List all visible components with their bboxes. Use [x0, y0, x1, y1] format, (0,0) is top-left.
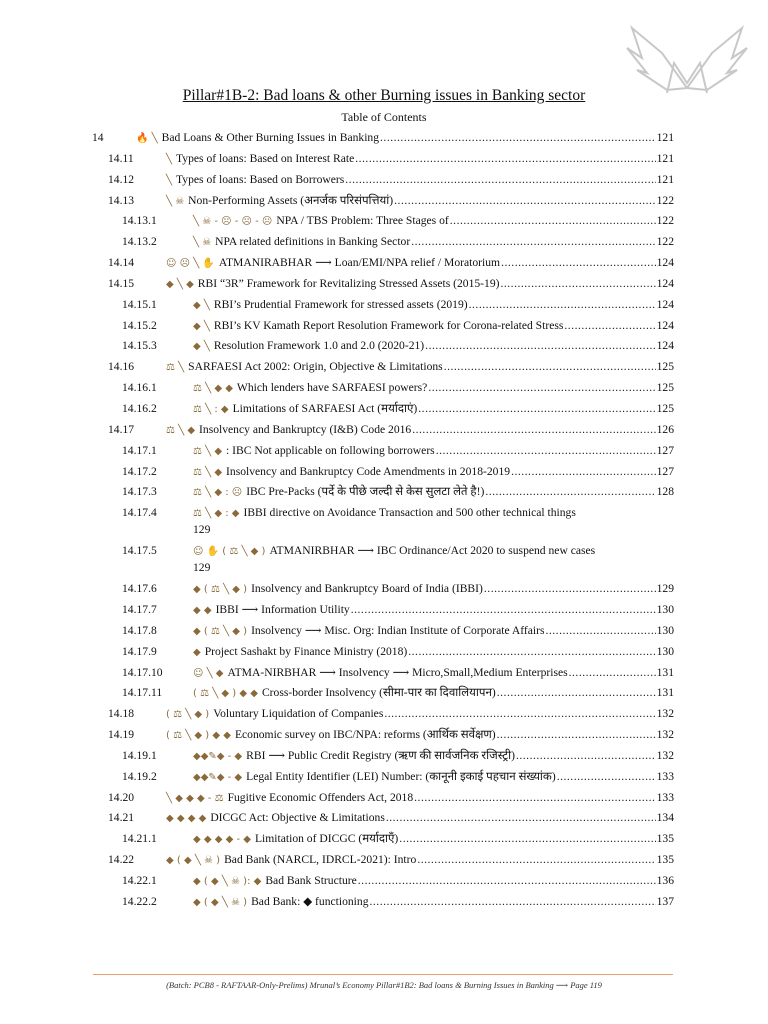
toc-entry-line: [193, 871, 674, 893]
toc-entry-line: [193, 503, 674, 525]
toc-entry-title: Economic survey on IBC/NPA: reforms (आर्थिक सर्वेक्षण): [234, 728, 496, 742]
toc-entry-title: Resolution Framework 1.0 and 2.0 (2020-21): [213, 339, 425, 353]
toc-entry-line: [193, 211, 674, 233]
decorative-emoji-icons: ╲ ☠: [193, 237, 212, 249]
toc-entry-title: Bad Loans & Other Burning Issues in Banking: [161, 131, 380, 144]
toc-entry[interactable]: [0, 211, 768, 232]
dot-leader: [384, 704, 655, 725]
toc-entry-line: [193, 892, 674, 914]
toc-entry-title: SARFAESI Act 2002: Origin, Objective & Limitations: [188, 360, 443, 374]
toc-entry[interactable]: [0, 503, 768, 541]
toc-entry-number: 14.17.4: [122, 506, 157, 520]
decorative-emoji-icons: ╲ ☠ - ☹ - ☹ - ☹: [193, 216, 273, 228]
decorative-emoji-icons: ◆ ╲ ◆: [166, 278, 194, 290]
toc-entry-number: 14.13.1: [122, 214, 157, 228]
toc-entry-line: [166, 357, 674, 379]
toc-entry[interactable]: [0, 295, 768, 316]
decorative-emoji-icons: ◆ ( ⚖ ╲ ◆ ): [193, 584, 248, 596]
decorative-emoji-icons: ⚖ ╲ ◆: [193, 466, 223, 478]
decorative-emoji-icons: ⚖ ╲ ◆ : ☹: [193, 487, 243, 499]
toc-entry-title: Project Sashakt by Finance Ministry (2018): [204, 644, 408, 658]
toc-entry-number: 14.17.8: [122, 623, 157, 637]
toc-entry-line: [193, 441, 674, 463]
toc-page-number: 121: [656, 172, 674, 186]
toc-entry[interactable]: [0, 642, 768, 663]
dot-leader: [516, 746, 656, 767]
toc-entry[interactable]: [0, 253, 768, 274]
toc-page-number: 121: [656, 131, 674, 144]
toc-entry-number: 14.19.2: [122, 769, 157, 783]
decorative-emoji-icons: ╲ ◆ ◆ ◆ - ⚖: [166, 792, 224, 804]
toc-entry-line: [193, 232, 674, 254]
toc-entry-title: RBI “3R” Framework for Revitalizing Stressed Assets (2015-19): [197, 276, 500, 290]
toc-entry-number: 14.22.1: [122, 874, 157, 887]
toc-page-number: 124: [656, 256, 674, 270]
dot-leader: [497, 725, 656, 746]
toc-entry[interactable]: [0, 725, 768, 746]
decorative-emoji-icons: ⚖ ╲ ◆ ◆: [193, 383, 233, 395]
decorative-emoji-icons: ◆ ( ⚖ ╲ ◆ ): [193, 625, 248, 637]
toc-page-number: 124: [656, 339, 674, 353]
toc-entry-title: Insolvency and Bankruptcy Code Amendments in 2018-2019: [226, 464, 511, 478]
toc-entry[interactable]: [0, 357, 768, 378]
toc-page-number: 121: [656, 151, 674, 165]
decorative-emoji-icons: ⚖ ╲ ◆ : ◆: [193, 508, 240, 520]
toc-page-number: 132: [656, 748, 674, 762]
toc-page-number: 133: [656, 769, 674, 783]
decorative-emoji-icons: ⚖ ╲ : ◆: [193, 403, 229, 415]
toc-entry-line: [166, 191, 674, 213]
toc-entry-title: Limitation of DICGC (मर्यादाएँ): [254, 832, 399, 846]
toc-entry-title: ATMANIRABHAR ⟶ Loan/EMI/NPA relief / Moratorium: [218, 256, 501, 270]
toc-page-number: 128: [656, 485, 674, 499]
toc-entry-number: 14.17: [108, 422, 135, 436]
toc-entry-title: Insolvency ⟶ Misc. Org: Indian Institute of Corporate Affairs: [251, 623, 545, 637]
toc-entry-number: 14.13.2: [122, 235, 157, 249]
dot-leader: [417, 850, 655, 871]
toc-entry-line: [166, 149, 674, 171]
toc-entry-number: 14.17.2: [122, 464, 157, 478]
dot-leader: [399, 829, 655, 850]
decorative-emoji-icons: ( ⚖ ╲ ◆ ) ◆ ◆: [166, 730, 231, 742]
toc-entry-number: 14.12: [108, 172, 135, 186]
toc-entry-line: [166, 725, 674, 747]
decorative-emoji-icons: 🔥 ╲: [136, 133, 158, 144]
toc-entry-number: 14.22: [108, 853, 135, 867]
decorative-emoji-icons: ⚖ ╲ ◆: [193, 445, 223, 457]
dot-leader: [370, 892, 656, 913]
toc-entry[interactable]: [0, 336, 768, 357]
toc-entry-line: [166, 704, 674, 726]
toc-page-number: 125: [656, 360, 674, 374]
toc-entry-number: 14.19.1: [122, 748, 157, 762]
toc-entry-number: 14.16: [108, 360, 135, 374]
toc-entry-title: Insolvency and Bankruptcy Board of India (IBBI): [251, 582, 483, 596]
toc-entry-number: 14.13: [108, 193, 135, 207]
dot-leader: [345, 170, 655, 191]
toc-entry-line: [193, 316, 674, 338]
dot-leader: [511, 462, 656, 483]
toc-entry-number: 14.17.6: [122, 582, 157, 596]
decorative-emoji-icons: ◆ ◆ ◆ ◆ - ◆: [193, 834, 251, 846]
toc-entry[interactable]: [0, 399, 768, 420]
dot-leader: [569, 663, 656, 684]
toc-page-number: 129: [193, 523, 211, 537]
toc-entry-number: 14.21.1: [122, 832, 157, 846]
decorative-emoji-icons: ◆ ( ◆ ╲ ☠ ): [166, 855, 221, 867]
toc-page-number: 122: [656, 193, 674, 207]
toc-entry-title: Types of loans: Based on Borrowers: [176, 172, 345, 186]
toc-entry[interactable]: [0, 663, 768, 684]
toc-entry-number: 14.17.9: [122, 644, 157, 658]
toc-heading: Table of Contents: [341, 110, 427, 124]
toc-entry[interactable]: [0, 274, 768, 295]
toc-entry[interactable]: [0, 683, 768, 704]
toc-entry-number: 14.11: [108, 151, 134, 165]
toc-entry-line: [193, 462, 674, 484]
dot-leader: [500, 274, 655, 295]
toc-entry-number: 14.15.1: [122, 297, 157, 311]
toc-page-number: 127: [656, 464, 674, 478]
dot-leader: [386, 808, 656, 829]
toc-page-number: 126: [656, 422, 674, 436]
toc-page-number: 127: [656, 443, 674, 457]
toc-entry-line: [166, 274, 674, 296]
decorative-emoji-icons: ◆: [193, 646, 201, 658]
toc-entry-title: Bad Bank (NARCL, IDRCL-2021): Intro: [224, 853, 417, 867]
decorative-emoji-icons: ⚖ ╲ ◆: [166, 424, 196, 436]
toc-page-number: 135: [656, 853, 674, 867]
toc-entry-line: [166, 170, 674, 192]
toc-entry-title: DICGC Act: Objective & Limitations: [210, 811, 385, 825]
toc-page-number: 129: [193, 561, 211, 575]
toc-entry-number: 14.17.10: [122, 665, 163, 679]
toc-entry-line: [193, 767, 674, 789]
dot-leader: [484, 579, 656, 600]
toc-entry-line: [136, 128, 674, 150]
toc-entry-number: 14.21: [108, 811, 135, 825]
toc-entry[interactable]: [0, 462, 768, 483]
toc-entry-line: [193, 295, 674, 317]
toc-entry-line: [193, 482, 674, 504]
toc-entry-title: RBI’s Prudential Framework for stressed assets (2019): [213, 297, 468, 311]
dot-leader: [557, 767, 656, 788]
dot-leader: [380, 128, 656, 149]
dot-leader: [469, 295, 656, 316]
toc-entry-title: NPA related definitions in Banking Sector: [215, 235, 411, 249]
toc-entry-title: ATMA-NIRBHAR ⟶ Insolvency ⟶ Micro,Small,Medium Enterprises: [227, 665, 568, 679]
toc-entry-number: 14.15.2: [122, 318, 157, 332]
toc-entry-title: Limitations of SARFAESI Act (मर्यादाएं): [232, 401, 418, 415]
toc-entry[interactable]: [0, 600, 768, 621]
toc-page-number: 132: [656, 707, 674, 721]
toc-entry-title: Which lenders have SARFAESI powers?: [236, 381, 428, 395]
dot-leader: [412, 420, 655, 441]
dot-leader: [444, 357, 656, 378]
toc-entry-title: : IBC Not applicable on following borrowers: [226, 443, 435, 457]
decorative-emoji-icons: ◆ ( ◆ ╲ ☠ ): ◆: [193, 876, 262, 887]
decorative-emoji-icons: ( ⚖ ╲ ◆ ): [166, 709, 210, 721]
toc-entry-title: Bad Bank: ◆ functioning: [251, 894, 369, 908]
decorative-emoji-icons: ( ⚖ ╲ ◆ ) ◆ ◆: [193, 688, 258, 700]
toc-entry-title: IBBI ⟶ Information Utility: [215, 603, 350, 617]
decorative-emoji-icons: ☺ ☹ ╲ ✋: [166, 258, 215, 270]
toc-page-number: 135: [656, 832, 674, 846]
toc-entry-title: Bad Bank Structure: [265, 874, 357, 887]
toc-entry-line: [193, 683, 674, 705]
toc-entry-line: [166, 808, 674, 830]
toc-entry-title: Fugitive Economic Offenders Act, 2018: [227, 790, 414, 804]
toc-entry-number: 14.20: [108, 790, 135, 804]
toc-entry-number: 14.17.11: [122, 686, 163, 700]
toc-entry-number: 14.14: [108, 256, 135, 270]
toc-page-number: 124: [656, 276, 674, 290]
toc-entry-number: 14.17.7: [122, 603, 157, 617]
page-footer: (Batch: PCB8 - RAFTAAR-Only-Prelims) Mrunal’s Economy Pillar#1B2: Bad loans & Burning Issues in Banking ⟶ Page 119: [166, 980, 602, 990]
toc-entry-line: [193, 579, 674, 601]
dot-leader: [351, 600, 656, 621]
toc-page-number: 134: [656, 811, 674, 825]
decorative-emoji-icons: ☺ ╲ ◆: [193, 667, 224, 679]
toc-entry-line: [193, 829, 674, 851]
toc-entry-title: Legal Entity Identifier (LEI) Number: (कानूनी इकाई पहचान संख्यांक): [246, 769, 556, 783]
toc-entry-title: Types of loans: Based on Interest Rate: [176, 151, 355, 165]
decorative-emoji-icons: ╲: [166, 174, 173, 186]
decorative-emoji-icons: ◆ ╲: [193, 341, 210, 353]
toc-entry[interactable]: [0, 149, 768, 170]
decorative-emoji-icons: ⚖ ╲: [166, 362, 185, 374]
toc-entry[interactable]: [0, 892, 768, 913]
decorative-emoji-icons: ◆◆✎◆ - ◆: [193, 750, 243, 762]
toc-entry-number: 14.18: [108, 707, 135, 721]
toc-page-number: 133: [656, 790, 674, 804]
toc-entry-title: RBI’s KV Kamath Report Resolution Framework for Corona-related Stress: [213, 318, 564, 332]
toc-page-number: 130: [656, 603, 674, 617]
toc-entry-number: 14: [92, 131, 104, 144]
toc-entry-number: 14.19: [108, 728, 135, 742]
decorative-emoji-icons: ◆ ◆: [193, 605, 212, 617]
toc-entry-line: [166, 420, 674, 442]
toc-page-number: 122: [656, 214, 674, 228]
decorative-emoji-icons: ◆ ( ◆ ╲ ☠ ): [193, 896, 248, 908]
dot-leader: [358, 871, 656, 892]
toc-entry[interactable]: [0, 767, 768, 788]
toc-page-number: 122: [656, 235, 674, 249]
dot-leader: [411, 232, 655, 253]
toc-entry[interactable]: [0, 191, 768, 212]
dot-leader: [436, 441, 656, 462]
decorative-emoji-icons: ╲ ☠: [166, 195, 185, 207]
toc-entry-line: [193, 378, 674, 400]
toc-entry[interactable]: [0, 579, 768, 600]
dot-leader: [428, 378, 655, 399]
toc-entry[interactable]: [0, 128, 768, 149]
toc-entry-line: [193, 336, 674, 358]
toc-page-number: 130: [656, 644, 674, 658]
toc-entry[interactable]: [0, 482, 768, 503]
table-of-contents: [0, 128, 768, 913]
decorative-emoji-icons: ◆◆✎◆ - ◆: [193, 771, 243, 783]
toc-page-number: 131: [656, 665, 674, 679]
toc-entry-line: [193, 600, 674, 622]
toc-page-number: 136: [656, 874, 674, 887]
toc-entry-line: [193, 663, 674, 685]
toc-entry[interactable]: [0, 170, 768, 191]
toc-entry[interactable]: [0, 850, 768, 871]
toc-entry-title: IBC Pre-Packs (पर्दे के पीछे जल्दी से केस सुलटा लेते है!): [246, 485, 485, 499]
toc-entry-title: RBI ⟶ Public Credit Registry (ऋण की सार्वजनिक रजिस्ट्री): [246, 748, 515, 762]
dot-leader: [394, 191, 655, 212]
dot-leader: [501, 253, 656, 274]
decorative-emoji-icons: ◆ ╲: [193, 299, 210, 311]
toc-entry-number: 14.17.3: [122, 485, 157, 499]
toc-entry-number: 14.16.1: [122, 381, 157, 395]
toc-entry[interactable]: [0, 420, 768, 441]
toc-entry[interactable]: [0, 788, 768, 809]
toc-page-number: 137: [656, 894, 674, 908]
toc-page-number: 131: [656, 686, 674, 700]
toc-entry-title: Non-Performing Assets (अनर्जक परिसंपत्तियां): [188, 193, 394, 207]
footer-divider: [93, 974, 673, 975]
toc-page-number: 124: [656, 297, 674, 311]
toc-entry-line: [166, 253, 674, 275]
toc-entry[interactable]: [0, 871, 768, 892]
toc-entry[interactable]: [0, 316, 768, 337]
toc-entry-line: [166, 788, 674, 810]
toc-entry-title: IBBI directive on Avoidance Transaction and 500 other technical things: [243, 506, 576, 520]
toc-page-number: 130: [656, 623, 674, 637]
toc-page-number: 125: [656, 381, 674, 395]
toc-entry-title: ATMANIRBHAR ⟶ IBC Ordinance/Act 2020 to suspend new cases: [269, 544, 596, 558]
dot-leader: [414, 788, 655, 809]
toc-entry-line: [166, 850, 674, 872]
dot-leader: [355, 149, 655, 170]
dot-leader: [418, 399, 655, 420]
toc-entry[interactable]: [0, 378, 768, 399]
toc-entry-number: 14.16.2: [122, 401, 157, 415]
toc-page-number: 132: [656, 728, 674, 742]
decorative-emoji-icons: ☺ ✋ ( ⚖ ╲ ◆ ): [193, 546, 266, 558]
toc-entry[interactable]: [0, 829, 768, 850]
decorative-emoji-icons: ◆ ╲: [193, 320, 210, 332]
toc-entry-number: 14.22.2: [122, 894, 157, 908]
toc-entry[interactable]: [0, 441, 768, 462]
toc-entry-title: Cross-border Insolvency (सीमा-पार का दिवालियापन): [261, 686, 496, 700]
toc-entry[interactable]: [0, 541, 768, 579]
toc-entry[interactable]: [0, 808, 768, 829]
toc-entry-title: Voluntary Liquidation of Companies: [213, 707, 384, 721]
toc-entry[interactable]: [0, 621, 768, 642]
toc-entry-title: Insolvency and Bankruptcy (I&B) Code 2016: [199, 422, 412, 436]
toc-entry-line: [193, 399, 674, 421]
toc-entry[interactable]: [0, 746, 768, 767]
decorative-emoji-icons: ╲: [166, 153, 173, 165]
toc-entry-number: 14.17.5: [122, 544, 157, 558]
toc-entry[interactable]: [0, 232, 768, 253]
toc-page-number: 124: [656, 318, 674, 332]
dot-leader: [425, 336, 655, 357]
toc-entry-line: [193, 746, 674, 768]
toc-page-number: 129: [656, 582, 674, 596]
toc-entry-line: [193, 642, 674, 664]
dot-leader: [545, 621, 655, 642]
toc-entry-title: NPA / TBS Problem: Three Stages of: [276, 214, 449, 228]
dot-leader: [564, 316, 655, 337]
toc-page-number: 125: [656, 401, 674, 415]
page-title: Pillar#1B-2: Bad loans & other Burning issues in Banking sector: [182, 87, 586, 104]
toc-entry[interactable]: [0, 704, 768, 725]
dot-leader: [485, 482, 655, 503]
decorative-emoji-icons: ◆ ◆ ◆ ◆: [166, 813, 207, 825]
toc-entry-number: 14.15.3: [122, 339, 157, 353]
dot-leader: [450, 211, 656, 232]
dot-leader: [408, 642, 655, 663]
toc-entry-number: 14.17.1: [122, 443, 157, 457]
toc-entry-number: 14.15: [108, 276, 135, 290]
dot-leader: [497, 683, 656, 704]
toc-entry-line: [193, 621, 674, 643]
toc-entry-line: [193, 541, 674, 563]
